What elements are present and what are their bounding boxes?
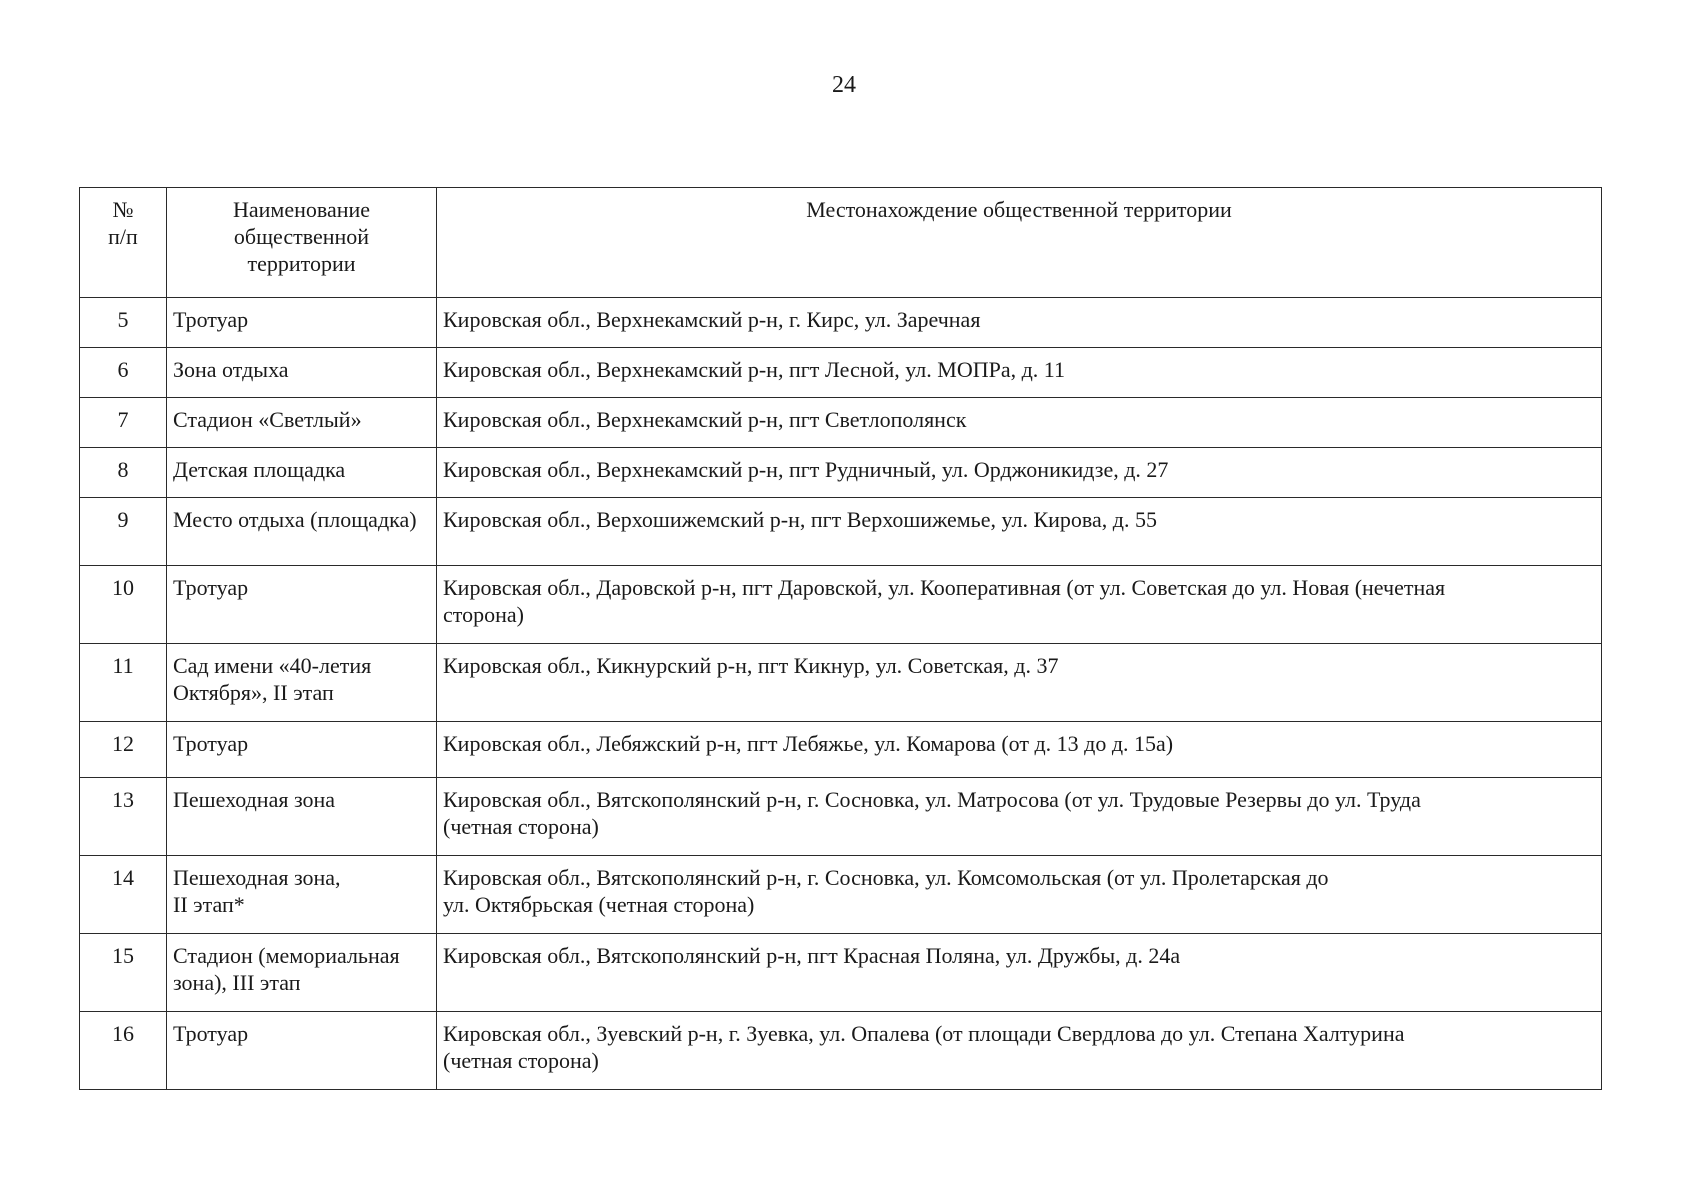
table-row: [80, 778, 1602, 856]
row-number: 7: [80, 398, 167, 448]
table-row: [80, 298, 1602, 348]
row-location: [437, 566, 1602, 644]
table-row: [80, 1012, 1602, 1090]
location-line: Кировская обл., Верхнекамский р-н, пгт Светлополянск: [443, 407, 967, 432]
table-row: [80, 644, 1602, 722]
row-territory-name: [167, 644, 437, 722]
location-line: Кировская обл., Верхошижемский р-н, пгт Верхошижемье, ул. Кирова, д. 55: [443, 507, 1157, 532]
territory-name-line: Детская площадка: [173, 457, 346, 482]
page-number: 24: [832, 72, 856, 98]
territory-name-line: Тротуар: [173, 307, 249, 332]
territory-name-line: Пешеходная зона: [173, 787, 336, 812]
table-row: [80, 498, 1602, 566]
row-location: [437, 934, 1602, 1012]
row-territory-name: [167, 298, 437, 348]
header-number-line: п/п: [108, 224, 138, 249]
table-row: [80, 566, 1602, 644]
row-location: [437, 298, 1602, 348]
row-location: [437, 398, 1602, 448]
territory-name-line: Сад имени «40-летия: [173, 653, 372, 678]
row-territory-name: [167, 348, 437, 398]
header-location: Местонахождение общественной территории: [437, 188, 1602, 298]
territory-name-line: Тротуар: [173, 575, 249, 600]
table-row: [80, 398, 1602, 448]
row-territory-name: [167, 448, 437, 498]
row-territory-name: [167, 856, 437, 934]
territories-table: [79, 187, 1602, 1090]
header-name-line: общественной: [233, 224, 370, 249]
row-location: [437, 778, 1602, 856]
territory-name-line: зона), III этап: [173, 970, 301, 995]
row-location: [437, 448, 1602, 498]
row-territory-name: [167, 566, 437, 644]
location-line: Кировская обл., Верхнекамский р-н, пгт Лесной, ул. МОПРа, д. 11: [443, 357, 1065, 382]
territory-name-line: Тротуар: [173, 731, 249, 756]
row-location: [437, 498, 1602, 566]
row-number: 15: [80, 934, 167, 1012]
location-line: (четная сторона): [443, 1048, 599, 1073]
location-line: Кировская обл., Лебяжский р-н, пгт Лебяжье, ул. Комарова (от д. 13 до д. 15а): [443, 731, 1174, 756]
location-line: Кировская обл., Даровской р-н, пгт Даровской, ул. Кооперативная (от ул. Советская до ул. Новая (нечетная: [443, 575, 1446, 600]
row-territory-name: [167, 722, 437, 778]
row-number: 13: [80, 778, 167, 856]
territory-name-line: Октября», II этап: [173, 680, 334, 705]
row-territory-name: [167, 1012, 437, 1090]
row-territory-name: [167, 934, 437, 1012]
row-number: 16: [80, 1012, 167, 1090]
row-location: [437, 348, 1602, 398]
territory-name-line: Место отдыха (площадка): [173, 507, 417, 532]
header-name-line: территории: [247, 251, 356, 276]
territory-name-line: Тротуар: [173, 1021, 249, 1046]
location-line: Кировская обл., Верхнекамский р-н, г. Кирс, ул. Заречная: [443, 307, 981, 332]
header-number-line: №: [112, 197, 134, 222]
row-number: 10: [80, 566, 167, 644]
row-territory-name: [167, 398, 437, 448]
table-row: [80, 722, 1602, 778]
header-row: [80, 188, 1602, 298]
row-territory-name: [167, 498, 437, 566]
territory-name-line: Стадион «Светлый»: [173, 407, 362, 432]
location-line: ул. Октябрьская (четная сторона): [443, 892, 755, 917]
row-number: 8: [80, 448, 167, 498]
table-header: [80, 188, 1602, 298]
territory-name-line: Пешеходная зона,: [173, 865, 341, 890]
table-row: [80, 348, 1602, 398]
row-location: [437, 644, 1602, 722]
location-line: Кировская обл., Кикнурский р-н, пгт Кикнур, ул. Советская, д. 37: [443, 653, 1059, 678]
row-number: 6: [80, 348, 167, 398]
row-location: [437, 722, 1602, 778]
row-location: [437, 856, 1602, 934]
table-body: [80, 298, 1602, 1090]
row-number: 9: [80, 498, 167, 566]
row-number: 12: [80, 722, 167, 778]
header-name-line: Наименование: [232, 197, 371, 222]
header-number: [80, 188, 167, 298]
location-line: сторона): [443, 602, 524, 627]
row-number: 11: [80, 644, 167, 722]
row-number: 5: [80, 298, 167, 348]
row-number: 14: [80, 856, 167, 934]
territory-name-line: Стадион (мемориальная: [173, 943, 400, 968]
table-row: [80, 856, 1602, 934]
territory-name-line: II этап*: [173, 892, 245, 917]
table-row: [80, 448, 1602, 498]
row-location: [437, 1012, 1602, 1090]
location-line: Кировская обл., Зуевский р-н, г. Зуевка, ул. Опалева (от площади Свердлова до ул. Степана Халтурина: [443, 1021, 1405, 1046]
header-name: [167, 188, 437, 298]
territory-name-line: Зона отдыха: [173, 357, 289, 382]
row-territory-name: [167, 778, 437, 856]
table-row: [80, 934, 1602, 1012]
location-line: Кировская обл., Вятскополянский р-н, г. Сосновка, ул. Матросова (от ул. Трудовые Резервы до ул. Труда: [443, 787, 1421, 812]
location-line: (четная сторона): [443, 814, 599, 839]
location-line: Кировская обл., Вятскополянский р-н, пгт Красная Поляна, ул. Дружбы, д. 24а: [443, 943, 1181, 968]
location-line: Кировская обл., Вятскополянский р-н, г. Сосновка, ул. Комсомольская (от ул. Пролетарская до: [443, 865, 1329, 890]
location-line: Кировская обл., Верхнекамский р-н, пгт Рудничный, ул. Орджоникидзе, д. 27: [443, 457, 1169, 482]
